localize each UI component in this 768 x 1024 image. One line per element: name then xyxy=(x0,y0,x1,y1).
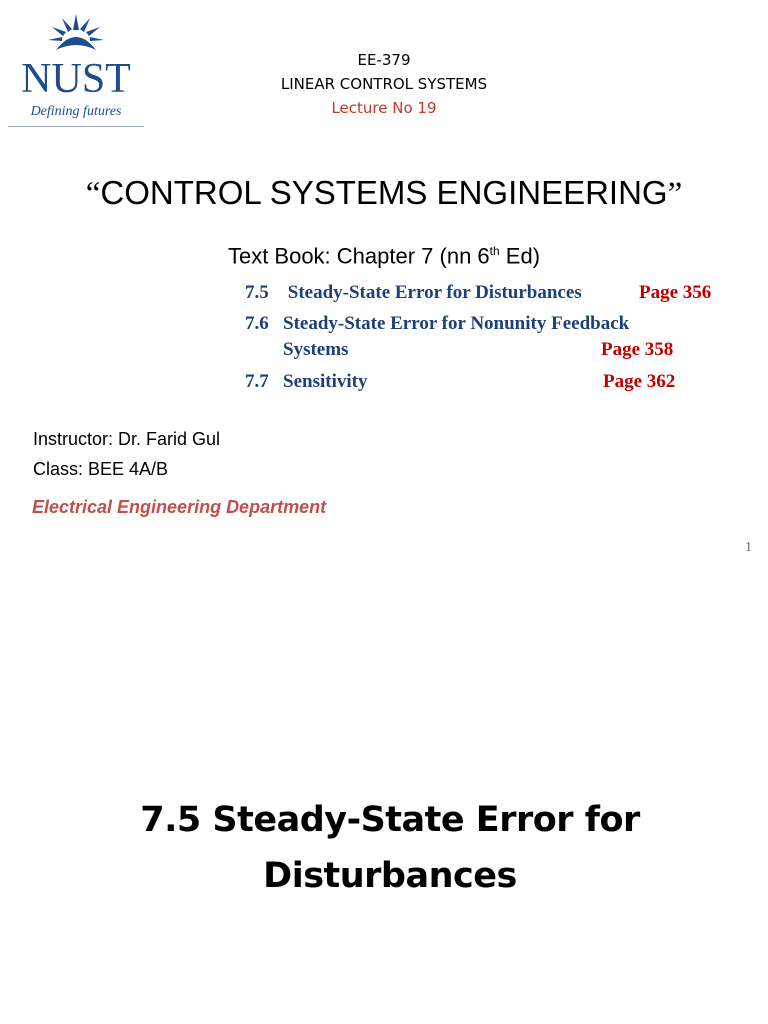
logo-wordmark: NUST xyxy=(21,56,131,102)
toc-item-continuation xyxy=(245,337,745,363)
textbook-suffix: Ed) xyxy=(499,243,541,269)
lecture-number: Lecture No 19 xyxy=(331,99,437,117)
book-title xyxy=(0,170,768,217)
textbook-prefix: Text Book: Chapter 7 (nn 6 xyxy=(227,243,490,269)
close-quote: ” xyxy=(667,176,683,212)
toc-item xyxy=(245,369,745,395)
logo-divider xyxy=(8,126,144,127)
toc-item xyxy=(245,311,745,337)
class-info: Class: BEE 4A/B xyxy=(33,459,169,479)
slide-number: 1 xyxy=(745,540,752,555)
toc-item xyxy=(245,280,745,306)
toc-number: 7.6 xyxy=(245,313,269,334)
toc-number: 7.5 xyxy=(245,282,269,303)
toc-title: Sensitivity xyxy=(283,371,368,392)
toc-page: Page 358 xyxy=(601,339,674,360)
toc-title: Steady-State Error for Disturbances xyxy=(283,282,582,303)
department: Electrical Engineering Department xyxy=(32,497,327,517)
instructor: Instructor: Dr. Farid Gul xyxy=(33,429,221,449)
course-name: LINEAR CONTROL SYSTEMS xyxy=(280,75,488,93)
book-title-text: CONTROL SYSTEMS ENGINEERING xyxy=(100,174,668,211)
section-title-line-2: Disturbances xyxy=(263,856,517,896)
course-code: EE-379 xyxy=(357,51,411,69)
section-title-line-1: 7.5 Steady-State Error for xyxy=(140,800,640,840)
logo-tagline: Defining futures xyxy=(30,104,122,119)
nust-logo xyxy=(8,10,144,128)
sunburst-emblem-icon xyxy=(46,10,106,54)
textbook-edition-sup: th xyxy=(489,244,500,258)
open-quote: “ xyxy=(85,176,101,212)
toc-title-continued: Systems xyxy=(283,339,349,360)
toc-page: Page 362 xyxy=(603,371,676,392)
toc-title: Steady-State Error for Nonunity Feedback xyxy=(283,313,630,334)
section-slide xyxy=(0,580,768,1024)
textbook-chapter xyxy=(0,236,768,271)
toc-page: Page 356 xyxy=(639,282,712,303)
toc-number: 7.7 xyxy=(245,371,269,392)
section-title xyxy=(0,792,768,904)
